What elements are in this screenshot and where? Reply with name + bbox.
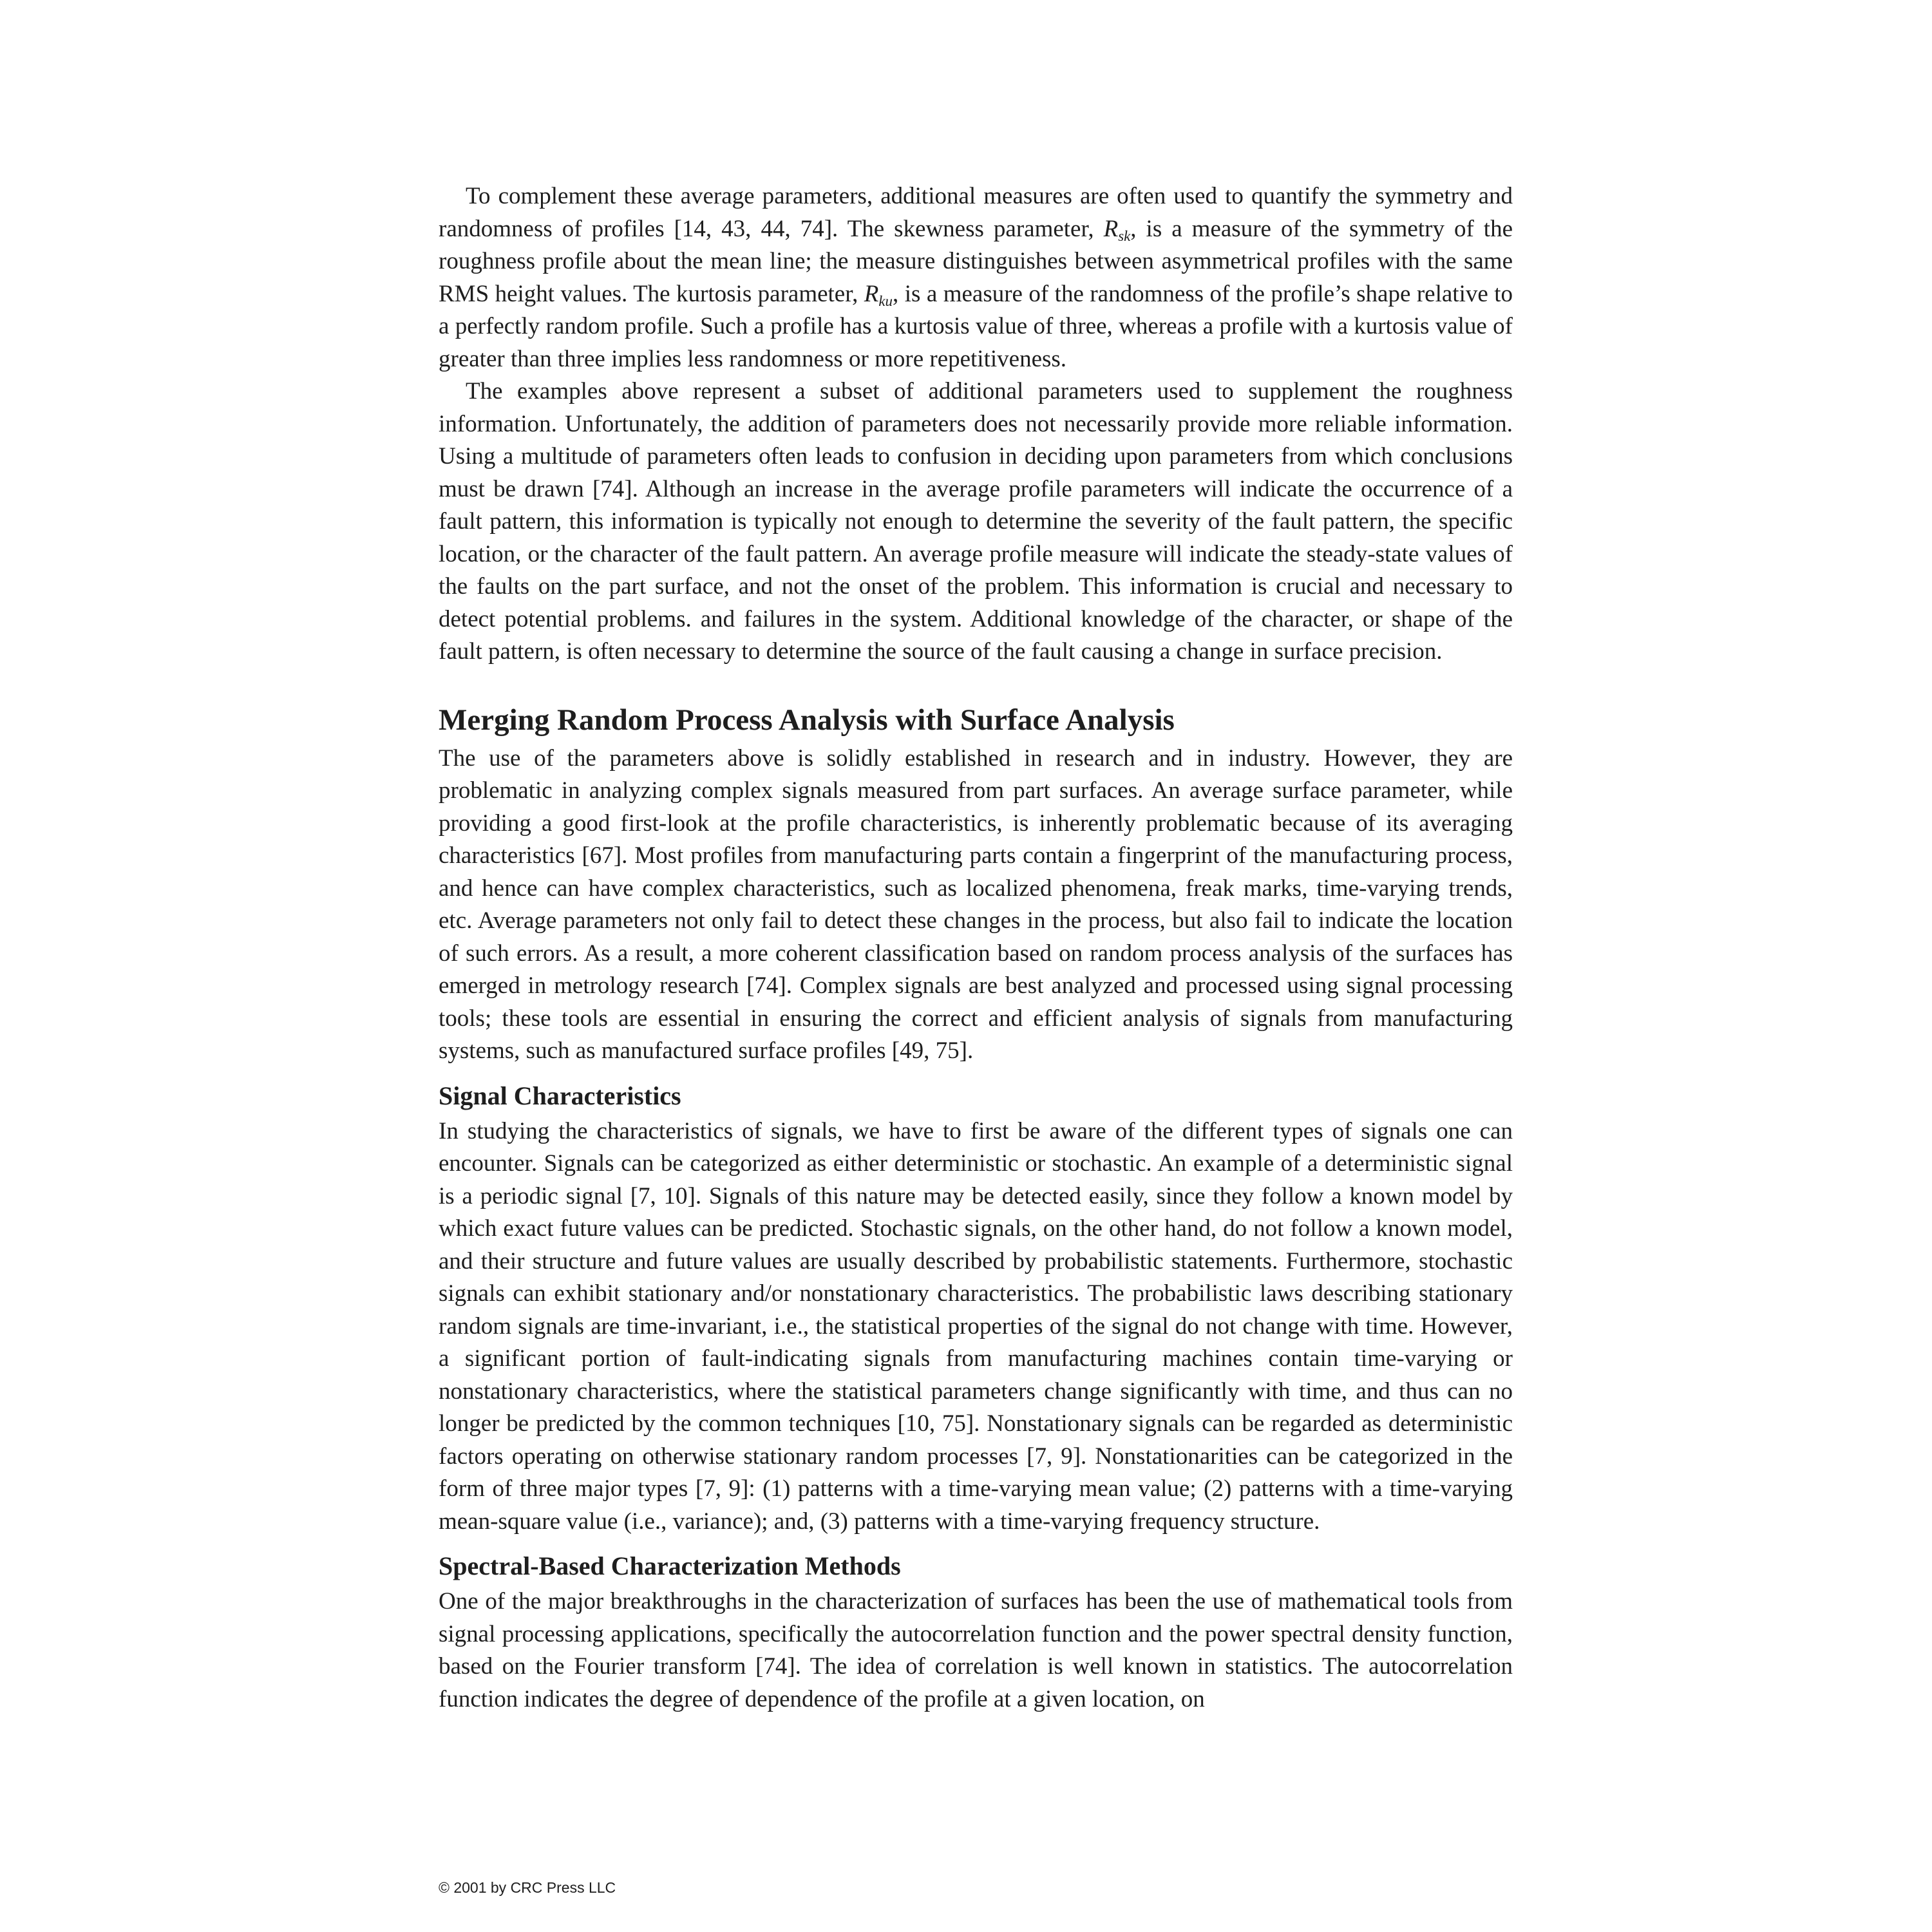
paragraph-additional-parameters: The examples above represent a subset of additional parameters used to supplement the roughness information. Unfortunately, the addition of parameters does not necessarily provide more reliable information. Using a multitude of parameters often leads to confusion in deciding upon parameters from which conclusions must be drawn [74]. Although an increase in the average profile parameters will indicate the occurrence of a fault pattern, this information is typically not enough to determine the severity of the fault pattern, the specific location, or the character of the fault pattern. An average profile measure will indicate the steady-state values of the faults on the part surface, and not the onset of the problem. This information is crucial and necessary to detect potential problems. and failures in the system. Additional knowledge of the character, or shape of the fault pattern, is often necessary to determine the source of the fault causing a change in surface precision. bbox=[439, 378, 1513, 665]
paragraph-text: , is a measure of the randomness of the profile’s shape relative to a perfectly random profile. Such a profile has a kurtosis value of three, whereas a profile with a kurtosis value of greater than three implies less randomness or more repetitiveness. bbox=[439, 280, 1513, 372]
kurtosis-symbol: $R_{ku}$ bbox=[864, 280, 893, 309]
subsection-heading-signal-characteristics: Signal Characteristics bbox=[439, 1081, 681, 1110]
section-heading: Merging Random Process Analysis with Surface Analysis bbox=[439, 703, 1175, 737]
page-body bbox=[439, 180, 1513, 1716]
paragraph-signal-characteristics: In studying the characteristics of signals, we have to first be aware of the different types of signals one can encounter. Signals can be categorized as either deterministic or stochastic. An example of a deterministic signal is a periodic signal [7, 10]. Signals of this nature may be detected easily, since they follow a known model by which exact future values can be predicted. Stochastic signals, on the other hand, do not follow a known model, and their structure and future values are usually described by probabilistic statements. Furthermore, stochastic signals can exhibit stationary and/or nonstationary characteristics. The probabilistic laws describing stationary random signals are time-invariant, i.e., the statistical properties of the signal do not change with time. However, a significant portion of fault-indicating signals from manufacturing machines contain time-varying or nonstationary characteristics, where the statistical parameters change significantly with time, and thus can no longer be predicted by the common techniques [10, 75]. Nonstationary signals can be regarded as deterministic factors operating on otherwise stationary random processes [7, 9]. Nonstationarities can be categorized in the form of three major types [7, 9]: (1) patterns with a time-varying mean value; (2) patterns with a time-varying mean-square value (i.e., variance); and, (3) patterns with a time-varying frequency structure. bbox=[439, 1117, 1513, 1535]
skewness-symbol: $R_{sk}$ bbox=[1103, 215, 1131, 244]
paragraph-text: To complement these average parameters, additional measures are often used to quantify the symmetry and randomness of profiles [14, 43, 44, 74]. The skewness parameter, bbox=[439, 183, 1513, 242]
paragraph-skewness-kurtosis bbox=[439, 180, 1513, 375]
paragraph-text: , is a measure of the symmetry of the roughness profile about the mean line; the measure distinguishes between asymmetrical profiles with the same RMS height values. The kurtosis parameter, bbox=[439, 215, 1513, 307]
paragraph-spectral-methods: One of the major breakthroughs in the characterization of surfaces has been the use of mathematical tools from signal processing applications, specifically the autocorrelation function and the power spectral density function, based on the Fourier transform [74]. The idea of correlation is well known in statistics. The autocorrelation function indicates the degree of dependence of the profile at a given location, on bbox=[439, 1588, 1513, 1712]
paragraph-random-process: The use of the parameters above is solidly established in research and in industry. However, they are problematic in analyzing complex signals measured from part surfaces. An average surface parameter, while providing a good first-look at the profile characteristics, is inherently problematic because of its averaging characteristics [67]. Most profiles from manufacturing parts contain a fingerprint of the manufacturing process, and hence can have complex characteristics, such as localized phenomena, freak marks, time-varying trends, etc. Average parameters not only fail to detect these changes in the process, but also fail to indicate the location of such errors. As a result, a more coherent classification based on random process analysis of the surfaces has emerged in metrology research [74]. Complex signals are best analyzed and processed using signal processing tools; these tools are essential in ensuring the correct and efficient analysis of signals from manufacturing systems, such as manufactured surface profiles [49, 75]. bbox=[439, 744, 1513, 1064]
copyright-footer: © 2001 by CRC Press LLC bbox=[439, 1879, 616, 1896]
subsection-heading-spectral-methods: Spectral-Based Characterization Methods bbox=[439, 1551, 901, 1580]
